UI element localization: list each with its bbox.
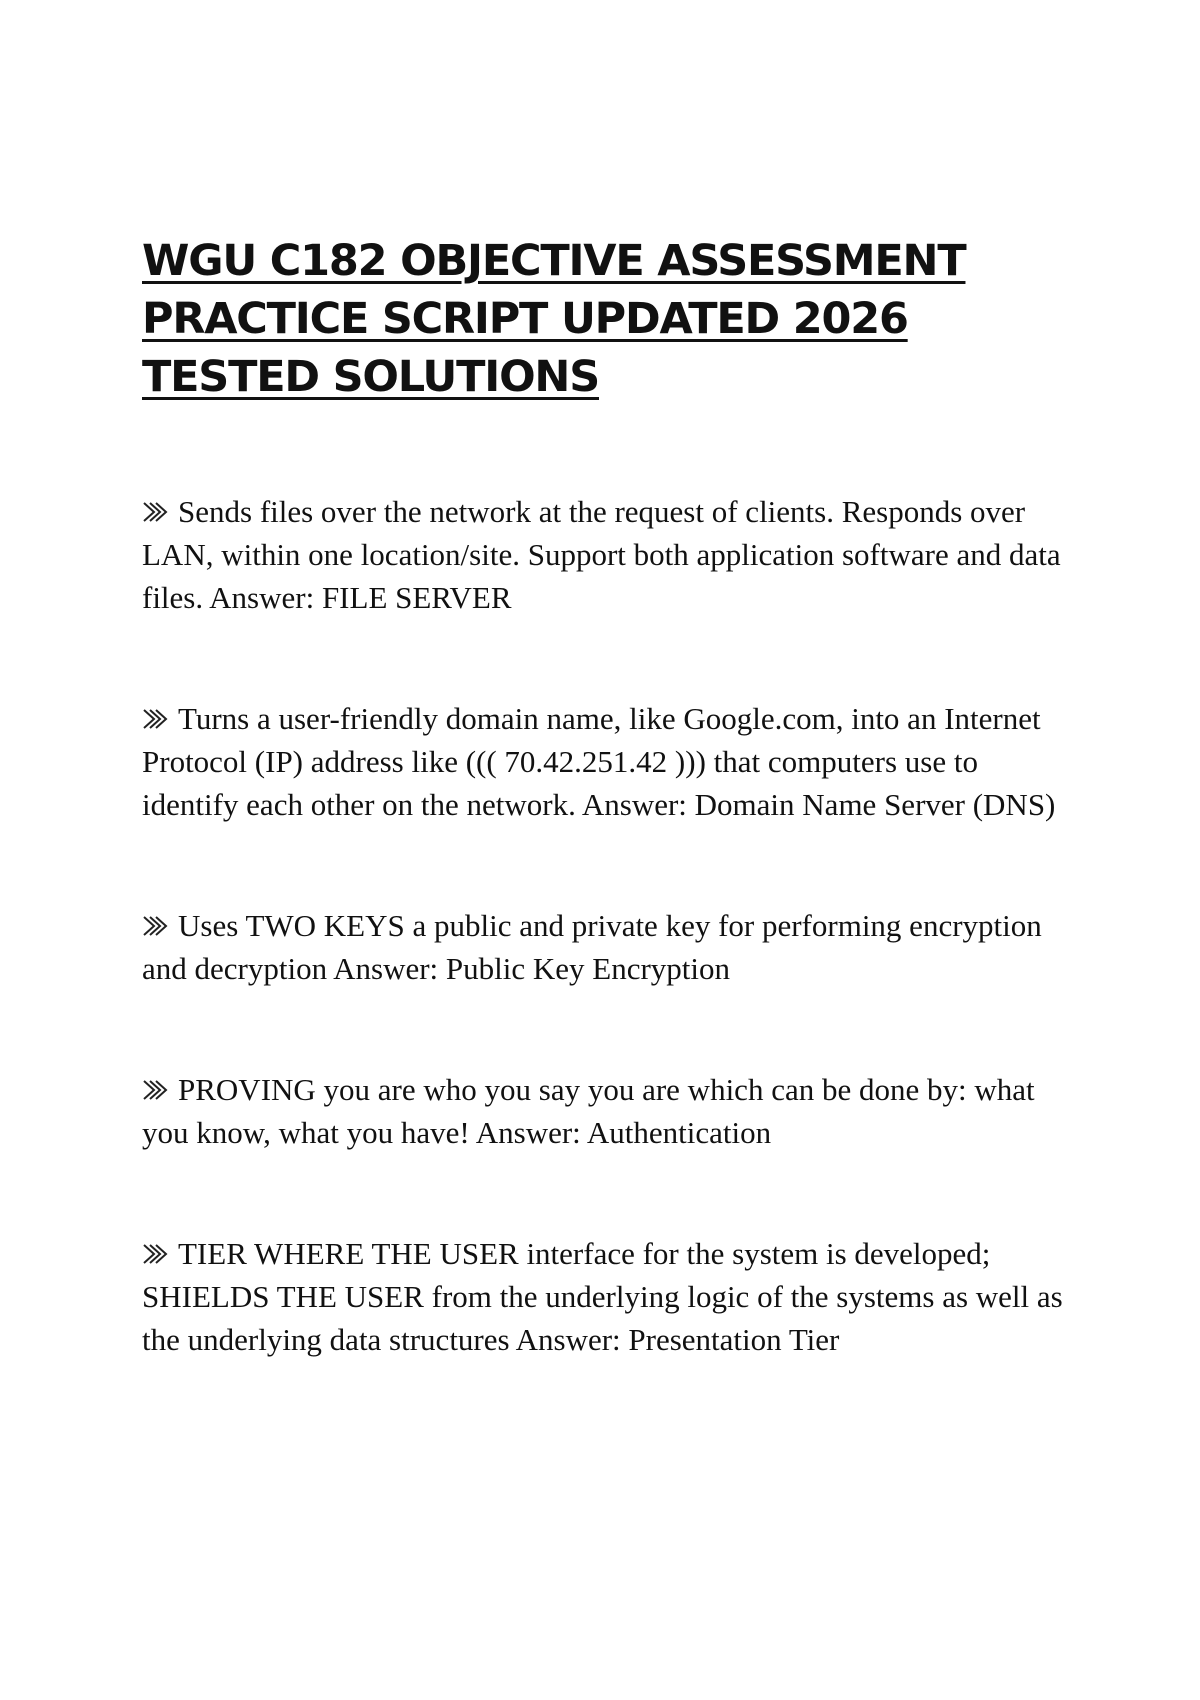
qa-text: TIER WHERE THE USER interface for the system is developed; SHIELDS THE USER from the underlying logic of the systems as well as the underlying data structures Answer: Presentation Tier (142, 1236, 1063, 1357)
qa-item (142, 490, 1082, 619)
qa-item (142, 1232, 1082, 1361)
triple-arrow-bullet-icon (142, 1078, 170, 1102)
qa-item (142, 697, 1082, 826)
qa-text: Turns a user-friendly domain name, like Google.com, into an Internet Protocol (IP) address like ((( 70.42.251.42 ))) that computers use to identify each other on the network. Answer: Domain Name Server (DNS) (142, 701, 1056, 822)
triple-arrow-bullet-icon (142, 914, 170, 938)
triple-arrow-bullet-icon (142, 707, 170, 731)
triple-arrow-bullet-icon (142, 500, 170, 524)
qa-item (142, 1068, 1082, 1154)
qa-text: Sends files over the network at the request of clients. Responds over LAN, within one location/site. Support both application software and data files. Answer: FILE SERVER (142, 494, 1061, 615)
qa-item (142, 904, 1082, 990)
document-title: WGU C182 OBJECTIVE ASSESSMENT PRACTICE SCRIPT UPDATED 2026 TESTED SOLUTIONS (142, 236, 966, 402)
qa-text: Uses TWO KEYS a public and private key for performing encryption and decryption Answer: Public Key Encryption (142, 908, 1042, 986)
qa-list (142, 490, 1082, 1361)
qa-text: PROVING you are who you say you are which can be done by: what you know, what you have! Answer: Authentication (142, 1072, 1035, 1150)
triple-arrow-bullet-icon (142, 1242, 170, 1266)
